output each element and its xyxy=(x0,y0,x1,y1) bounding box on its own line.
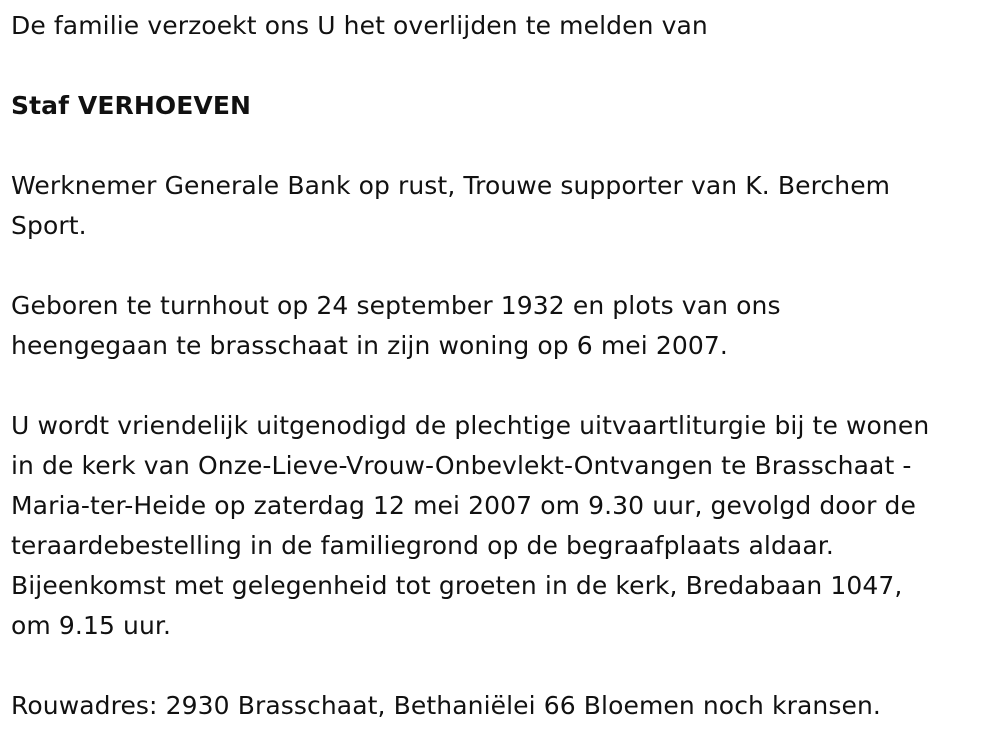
deceased-name: Staf VERHOEVEN xyxy=(11,91,252,120)
birth-death-line: heengegaan te brasschaat in zijn woning op 6 mei 2007. xyxy=(11,331,728,360)
funeral-line: Maria-ter-Heide op zaterdag 12 mei 2007 om 9.30 uur, gevolgd door de xyxy=(11,491,916,520)
intro-text: De familie verzoekt ons U het overlijden te melden van xyxy=(11,11,708,40)
obituary-notice xyxy=(11,6,991,726)
birth-death-line: Geboren te turnhout op 24 september 1932 en plots van ons xyxy=(11,291,781,320)
funeral-line: om 9.15 uur. xyxy=(11,611,172,640)
occupation-paragraph xyxy=(11,166,991,246)
occupation-line: Werknemer Generale Bank op rust, Trouwe supporter van K. Berchem xyxy=(11,171,891,200)
funeral-line: U wordt vriendelijk uitgenodigd de plechtige uitvaartliturgie bij te wonen xyxy=(11,411,930,440)
funeral-line: Bijeenkomst met gelegenheid tot groeten in de kerk, Bredabaan 1047, xyxy=(11,571,903,600)
funeral-paragraph xyxy=(11,406,991,646)
birth-death-paragraph xyxy=(11,286,991,366)
funeral-line: teraardebestelling in de familiegrond op de begraafplaats aldaar. xyxy=(11,531,834,560)
funeral-line: in de kerk van Onze-Lieve-Vrouw-Onbevlekt-Ontvangen te Brasschaat - xyxy=(11,451,912,480)
mourning-address: Rouwadres: 2930 Brasschaat, Bethaniëlei 66 Bloemen noch kransen. xyxy=(11,691,881,720)
occupation-line: Sport. xyxy=(11,211,87,240)
